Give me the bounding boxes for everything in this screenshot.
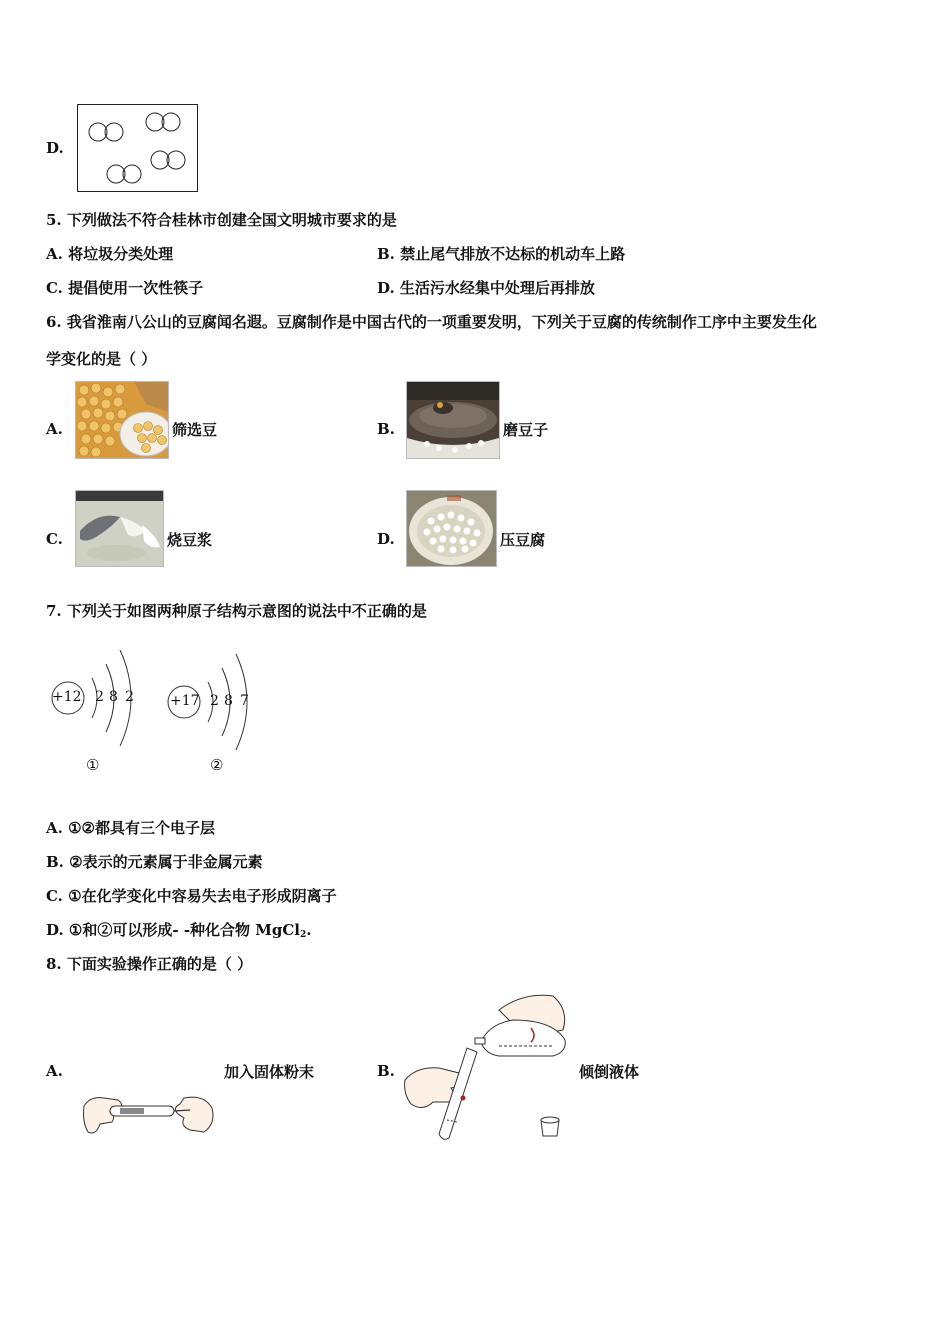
atom1-shell1: 2 [95, 689, 104, 705]
q5-option-c[interactable]: C. 提倡使用一次性筷子 [46, 279, 204, 297]
atom2-label: ② [210, 756, 224, 774]
atom2-nucleus: +17 [170, 693, 200, 709]
q6-option-b-caption: 磨豆子 [503, 421, 549, 439]
q6-option-c-letter[interactable]: C. [46, 530, 63, 548]
q6-stem-line1: 6. 我省淮南八公山的豆腐闻名遐。豆腐制作是中国古代的一项重要发明，下列关于豆腐的传统制作工序中主要发生化 [46, 313, 817, 331]
q7-stem: 7. 下列关于如图两种原子结构示意图的说法中不正确的是 [46, 602, 427, 620]
q6-option-d-caption: 压豆腐 [500, 531, 546, 549]
atom1-nucleus: +12 [52, 689, 82, 705]
q8-option-b-caption: 倾倒液体 [579, 1063, 640, 1081]
q7-option-d-subscript: 2 [300, 930, 307, 940]
q8-add-powder-illustration [80, 1086, 218, 1140]
q5-option-a[interactable]: A. 将垃圾分类处理 [46, 245, 174, 263]
q5-option-d[interactable]: D. 生活污水经集中处理后再排放 [377, 279, 595, 297]
q8-option-a-caption: 加入固体粉末 [224, 1063, 315, 1081]
q7-option-d-suffix: . [306, 921, 312, 939]
atom2-shell3: 7 [240, 693, 249, 709]
q6-option-b-letter[interactable]: B. [377, 420, 395, 438]
q6-millstone-image [406, 381, 500, 459]
q4-option-d-letter: D. [46, 139, 64, 157]
q5-option-b[interactable]: B. 禁止尾气排放不达标的机动车上路 [377, 245, 626, 263]
atom1-shell2: 8 [109, 689, 118, 705]
q8-option-b-letter[interactable]: B. [377, 1062, 395, 1080]
q5-stem: 5. 下列做法不符合桂林市创建全国文明城市要求的是 [46, 211, 397, 229]
q6-tofu-press-image [406, 490, 497, 567]
q7-option-d-text: D. ①和②可以形成- -种化合物 MgCl [46, 921, 300, 939]
atom1-label: ① [86, 756, 100, 774]
q7-option-a[interactable]: A. ①②都具有三个电子层 [46, 819, 215, 837]
molecule-circles [78, 105, 197, 191]
q6-stem-line2: 学变化的是（ ） [46, 350, 157, 368]
q7-option-d[interactable] [46, 920, 312, 945]
q6-option-a-letter[interactable]: A. [46, 420, 63, 438]
q8-pour-liquid-illustration [403, 990, 575, 1140]
q7-option-b[interactable]: B. ②表示的元素属于非金属元素 [46, 853, 263, 871]
atom1-shell3: 2 [125, 689, 134, 705]
atom2-shell1: 2 [210, 693, 219, 709]
q4-molecule-diagram [77, 104, 198, 192]
q6-option-a-caption: 筛选豆 [172, 421, 218, 439]
q7-option-c[interactable]: C. ①在化学变化中容易失去电子形成阴离子 [46, 887, 337, 905]
q6-soybeans-image [75, 381, 169, 459]
atom2-shell2: 8 [224, 693, 233, 709]
q6-option-d-letter[interactable]: D. [377, 530, 395, 548]
q8-option-a-letter[interactable]: A. [46, 1062, 63, 1080]
q6-soymilk-image [75, 490, 164, 567]
q8-stem: 8. 下面实验操作正确的是（ ） [46, 955, 253, 973]
q6-option-c-caption: 烧豆浆 [167, 531, 213, 549]
